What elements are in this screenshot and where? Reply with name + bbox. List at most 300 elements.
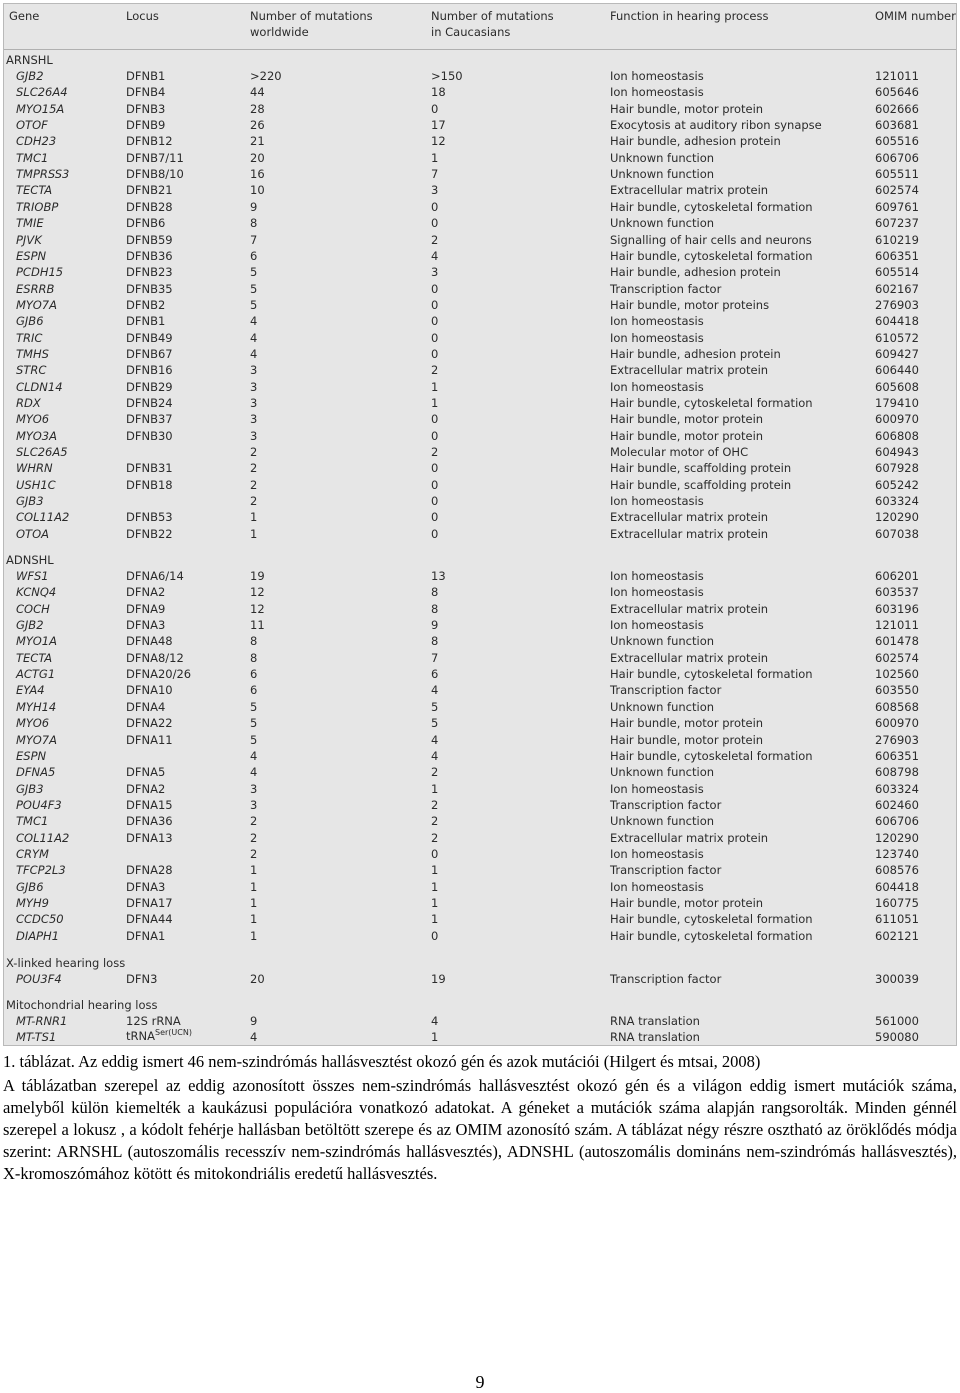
cell-func: Hair bundle, adhesion protein [610, 265, 781, 280]
header-mutations-caucasians: Number of mutations [431, 9, 554, 23]
cell-world: 4 [250, 748, 258, 763]
caption-body: A táblázatban szerepel az eddig azonosított összes nem-szindrómás hallásvesztést okozó gén és a világon eddig ismert mutációk száma, amelyből külön kiemelték a kaukázusi populációra vonatkozó adatokat. A géneket a mutációk száma alapján rangsorolták. Minden génnél szerepel a lokusz , a kódolt fehérje hallásban betöltött szerepe és az OMIM azonosító szám. A táblázat négy részre osztható az öröklődés módja szerint: ARNSHL (autoszomális recesszív nem-szindrómás hallásvesztés), ADNSHL (autoszomális domináns nem-szindrómás hallásvesztés), X-kromoszómához kötött és mitokondriális eredetű hallásvesztés. [3, 1076, 957, 1183]
cell-omim: 607237 [875, 216, 919, 231]
cell-locus: DFNB36 [126, 248, 173, 263]
table-header [4, 9, 956, 49]
cell-func: Unknown function [610, 634, 715, 649]
cell-world: 6 [250, 248, 258, 263]
cell-world: 1 [250, 863, 258, 878]
cell-func: Ion homeostasis [610, 781, 704, 796]
cell-cauc: 0 [431, 412, 439, 427]
cell-gene: MYO1A [16, 634, 57, 649]
cell-locus: DFNA1 [126, 928, 166, 943]
cell-omim: 603324 [875, 781, 919, 796]
cell-world: 3 [250, 797, 258, 812]
cell-func: Hair bundle, motor protein [610, 732, 764, 747]
cell-func: Transcription factor [610, 797, 722, 812]
cell-locus: DFN3 [126, 972, 158, 986]
cell-cauc: 0 [431, 314, 439, 329]
cell-locus: DFNB37 [126, 412, 173, 427]
cell-locus: DFNA9 [126, 601, 166, 616]
cell-world: 9 [250, 199, 258, 214]
cell-locus: DFNB7/11 [126, 150, 184, 165]
cell-gene: WHRN [16, 461, 53, 476]
cell-omim: 604943 [875, 445, 919, 460]
cell-omim: 602574 [875, 183, 919, 198]
cell-func: Ion homeostasis [610, 379, 704, 394]
cell-world: 10 [250, 183, 265, 198]
cell-omim: 121011 [875, 618, 919, 633]
cell-gene: ACTG1 [16, 667, 56, 682]
cell-omim: 179410 [875, 396, 919, 410]
cell-func: RNA translation [610, 1030, 700, 1045]
cell-gene: MYO6 [16, 716, 50, 731]
cell-world: 6 [250, 683, 258, 698]
cell-func: Ion homeostasis [610, 585, 704, 600]
cell-locus: DFNA3 [126, 879, 166, 894]
header-mutations-caucasians-2: in Caucasians [431, 25, 511, 39]
cell-world: 21 [250, 134, 265, 149]
cell-func: Hair bundle, cytoskeletal formation [610, 248, 813, 263]
cell-locus: DFNA44 [126, 912, 173, 927]
cell-gene: TMC1 [16, 814, 49, 829]
cell-omim: 601478 [875, 634, 919, 649]
header-gene: Gene [9, 9, 40, 23]
cell-cauc: 7 [431, 650, 439, 665]
cell-world: 6 [250, 667, 258, 682]
cell-world: 9 [250, 1014, 258, 1028]
section-label: ARNSHL [6, 53, 53, 67]
cell-gene: ESPN [16, 248, 47, 263]
cell-locus: DFNA5 [126, 765, 166, 780]
cell-world: 5 [250, 265, 258, 280]
cell-cauc: 3 [431, 183, 439, 198]
cell-omim: 300039 [875, 972, 919, 986]
cell-world: 1 [250, 896, 258, 910]
section-label: ADNSHL [6, 553, 54, 567]
cell-func: Extracellular matrix protein [610, 183, 769, 198]
cell-world: 5 [250, 297, 258, 312]
cell-func: Unknown function [610, 216, 715, 231]
locus-superscript: Ser(UCN) [154, 1028, 192, 1038]
cell-locus: DFNA15 [126, 797, 173, 812]
cell-world: 1 [250, 526, 258, 541]
cell-func: Hair bundle, motor protein [610, 716, 764, 731]
cell-gene: GJB2 [16, 69, 44, 83]
cell-cauc: 1 [431, 896, 439, 910]
cell-omim: 607038 [875, 526, 919, 541]
cell-gene: GJB3 [16, 781, 44, 796]
cell-gene: ESRRB [16, 281, 55, 296]
cell-omim: 121011 [875, 69, 919, 83]
cell-gene: SLC26A4 [16, 85, 68, 100]
cell-omim: 608798 [875, 765, 919, 780]
cell-gene: RDX [16, 396, 41, 410]
cell-cauc: 13 [431, 569, 446, 583]
cell-func: Hair bundle, scaffolding protein [610, 461, 792, 476]
cell-func: Extracellular matrix protein [610, 510, 769, 525]
cell-omim: 276903 [875, 297, 919, 312]
cell-gene: GJB6 [16, 879, 44, 894]
cell-func: Hair bundle, adhesion protein [610, 346, 781, 361]
cell-func: Unknown function [610, 167, 715, 182]
cell-cauc: >150 [431, 69, 463, 83]
header-function: Function in hearing process [610, 9, 769, 23]
cell-cauc: 0 [431, 101, 439, 116]
cell-world: 4 [250, 314, 258, 329]
caption-title: 1. táblázat. Az eddig ismert 46 nem-szindrómás hallásvesztést okozó gén és azok mutációi (Hilgert és mtsai, 2008) [3, 1052, 761, 1071]
cell-omim: 123740 [875, 846, 919, 861]
cell-func: Hair bundle, motor protein [610, 428, 764, 443]
cell-locus: DFNA28 [126, 863, 173, 878]
cell-locus: DFNB31 [126, 461, 173, 476]
header-mutations-worldwide: Number of mutations [250, 9, 373, 23]
cell-func: Hair bundle, adhesion protein [610, 134, 781, 149]
cell-cauc: 2 [431, 830, 439, 845]
cell-cauc: 0 [431, 297, 439, 312]
cell-omim: 603550 [875, 683, 919, 698]
cell-func: Transcription factor [610, 972, 722, 986]
cell-cauc: 0 [431, 928, 439, 943]
cell-world: 11 [250, 618, 265, 633]
cell-func: Ion homeostasis [610, 85, 704, 100]
cell-gene: WFS1 [16, 569, 49, 583]
cell-cauc: 0 [431, 526, 439, 541]
cell-omim: 102560 [875, 667, 919, 682]
cell-locus: DFNB2 [126, 297, 166, 312]
cell-locus: DFNA10 [126, 683, 173, 698]
cell-omim: 610572 [875, 330, 919, 345]
cell-gene: TRIC [16, 330, 43, 345]
cell-cauc: 0 [431, 330, 439, 345]
cell-func: Unknown function [610, 814, 715, 829]
cell-omim: 602460 [875, 797, 919, 812]
cell-locus: DFNA8/12 [126, 650, 184, 665]
cell-locus: DFNB4 [126, 85, 166, 100]
cell-world: >220 [250, 69, 282, 83]
cell-func: Hair bundle, cytoskeletal formation [610, 912, 813, 927]
cell-func: Extracellular matrix protein [610, 526, 769, 541]
cell-locus: DFNB6 [126, 216, 166, 231]
table-caption [3, 1052, 957, 1185]
cell-func: Extracellular matrix protein [610, 601, 769, 616]
cell-cauc: 1 [431, 150, 439, 165]
cell-locus: DFNB3 [126, 101, 166, 116]
cell-cauc: 0 [431, 510, 439, 525]
cell-cauc: 0 [431, 494, 439, 509]
cell-cauc: 4 [431, 1014, 439, 1028]
cell-omim: 609427 [875, 346, 919, 361]
cell-cauc: 2 [431, 445, 439, 460]
header-omim: OMIM number [875, 9, 956, 23]
cell-world: 20 [250, 972, 265, 986]
cell-cauc: 2 [431, 232, 439, 247]
cell-gene: POU4F3 [16, 797, 62, 812]
cell-omim: 602666 [875, 101, 919, 116]
cell-locus: DFNB12 [126, 134, 173, 149]
cell-cauc: 0 [431, 346, 439, 361]
cell-locus: DFNB22 [126, 526, 173, 541]
cell-locus: DFNB23 [126, 265, 173, 280]
cell-world: 12 [250, 601, 265, 616]
cell-omim: 605646 [875, 85, 919, 100]
cell-world: 4 [250, 330, 258, 345]
cell-omim: 605511 [875, 167, 919, 182]
cell-cauc: 9 [431, 618, 439, 633]
cell-gene: MT-TS1 [16, 1030, 57, 1045]
cell-gene: MYH14 [16, 699, 57, 714]
cell-func: Hair bundle, cytoskeletal formation [610, 667, 813, 682]
cell-world: 3 [250, 781, 258, 796]
cell-world: 28 [250, 101, 265, 116]
cell-func: Ion homeostasis [610, 618, 704, 633]
cell-omim: 610219 [875, 232, 919, 247]
cell-cauc: 4 [431, 248, 439, 263]
cell-omim: 604418 [875, 879, 919, 894]
cell-world: 1 [250, 928, 258, 943]
cell-world: 1 [250, 879, 258, 894]
cell-world: 44 [250, 85, 265, 100]
cell-world: 2 [250, 494, 258, 509]
cell-omim: 605514 [875, 265, 919, 280]
cell-func: Ion homeostasis [610, 846, 704, 861]
cell-gene: GJB6 [16, 314, 44, 329]
cell-world: 5 [250, 716, 258, 731]
cell-world: 8 [250, 650, 258, 665]
cell-cauc: 0 [431, 281, 439, 296]
cell-omim: 561000 [875, 1014, 919, 1028]
cell-omim: 611051 [875, 912, 919, 927]
cell-cauc: 2 [431, 797, 439, 812]
cell-omim: 604418 [875, 314, 919, 329]
cell-cauc: 4 [431, 748, 439, 763]
cell-cauc: 0 [431, 477, 439, 492]
cell-gene: GJB2 [16, 618, 44, 633]
cell-func: Ion homeostasis [610, 879, 704, 894]
cell-omim: 120290 [875, 510, 919, 525]
cell-locus: tRNA [126, 1029, 155, 1044]
cell-gene: USH1C [16, 477, 56, 492]
cell-locus: DFNB24 [126, 396, 173, 410]
cell-omim: 608576 [875, 863, 919, 878]
cell-cauc: 8 [431, 601, 439, 616]
cell-func: Molecular motor of OHC [610, 445, 749, 460]
cell-gene: GJB3 [16, 494, 44, 509]
cell-func: Ion homeostasis [610, 569, 704, 583]
section-label: Mitochondrial hearing loss [6, 998, 158, 1012]
cell-cauc: 1 [431, 396, 439, 410]
cell-gene: TMPRSS3 [16, 167, 70, 182]
cell-world: 5 [250, 732, 258, 747]
cell-locus: DFNA20/26 [126, 667, 192, 682]
cell-world: 2 [250, 477, 258, 492]
cell-locus: DFNB53 [126, 510, 173, 525]
cell-cauc: 6 [431, 667, 439, 682]
cell-omim: 606706 [875, 814, 919, 829]
cell-gene: CDH23 [16, 134, 57, 149]
cell-cauc: 1 [431, 1030, 439, 1045]
cell-locus: DFNB59 [126, 232, 173, 247]
cell-cauc: 5 [431, 716, 439, 731]
cell-cauc: 2 [431, 765, 439, 780]
cell-locus: DFNA2 [126, 585, 166, 600]
cell-func: Extracellular matrix protein [610, 363, 769, 378]
cell-omim: 606706 [875, 150, 919, 165]
cell-gene: OTOF [16, 118, 48, 133]
cell-cauc: 12 [431, 134, 446, 149]
cell-locus: 12S rRNA [126, 1014, 181, 1028]
cell-locus: DFNA11 [126, 732, 173, 747]
cell-world: 20 [250, 150, 265, 165]
cell-func: Ion homeostasis [610, 69, 704, 83]
cell-cauc: 17 [431, 118, 446, 133]
cell-cauc: 0 [431, 428, 439, 443]
cell-gene: DIAPH1 [16, 928, 60, 943]
cell-world: 3 [250, 379, 258, 394]
cell-world: 3 [250, 412, 258, 427]
header-mutations-worldwide-2: worldwide [250, 25, 309, 39]
cell-gene: CLDN14 [16, 379, 63, 394]
cell-gene: KCNQ4 [16, 585, 57, 600]
cell-func: Extracellular matrix protein [610, 830, 769, 845]
cell-world: 2 [250, 846, 258, 861]
cell-gene: TFCP2L3 [16, 863, 66, 878]
cell-func: Transcription factor [610, 281, 722, 296]
cell-gene: MYO3A [16, 428, 57, 443]
cell-omim: 120290 [875, 830, 919, 845]
cell-omim: 606440 [875, 363, 919, 378]
cell-omim: 605516 [875, 134, 919, 149]
cell-omim: 160775 [875, 896, 919, 910]
cell-omim: 603324 [875, 494, 919, 509]
cell-world: 5 [250, 699, 258, 714]
cell-locus: DFNA13 [126, 830, 173, 845]
cell-locus: DFNA22 [126, 716, 173, 731]
cell-cauc: 2 [431, 363, 439, 378]
cell-world: 1 [250, 912, 258, 927]
cell-cauc: 1 [431, 379, 439, 394]
cell-func: Hair bundle, motor protein [610, 412, 764, 427]
cell-cauc: 3 [431, 265, 439, 280]
cell-func: Transcription factor [610, 683, 722, 698]
section-label: X-linked hearing loss [6, 956, 126, 970]
cell-world: 2 [250, 445, 258, 460]
cell-gene: TECTA [16, 183, 53, 198]
cell-world: 16 [250, 167, 265, 182]
cell-locus: DFNB28 [126, 199, 173, 214]
cell-cauc: 5 [431, 699, 439, 714]
cell-cauc: 4 [431, 683, 439, 698]
cell-gene: ESPN [16, 748, 47, 763]
cell-world: 26 [250, 118, 265, 133]
cell-cauc: 18 [431, 85, 446, 100]
cell-locus: DFNA3 [126, 618, 166, 633]
cell-cauc: 1 [431, 879, 439, 894]
cell-locus: DFNB29 [126, 379, 173, 394]
cell-gene: TMIE [16, 216, 44, 231]
cell-omim: 603196 [875, 601, 919, 616]
cell-func: Ion homeostasis [610, 314, 704, 329]
cell-cauc: 0 [431, 216, 439, 231]
cell-gene: MYO15A [16, 101, 65, 116]
cell-locus: DFNB35 [126, 281, 173, 296]
cell-world: 3 [250, 396, 258, 410]
cell-gene: TRIOBP [16, 199, 59, 214]
cell-func: Hair bundle, cytoskeletal formation [610, 199, 813, 214]
cell-world: 19 [250, 569, 265, 583]
cell-omim: 603537 [875, 585, 919, 600]
header-rule [4, 49, 956, 50]
cell-locus: DFNB16 [126, 363, 173, 378]
cell-world: 7 [250, 232, 258, 247]
cell-gene: MYH9 [16, 896, 49, 910]
cell-world: 5 [250, 281, 258, 296]
cell-world: 1 [250, 510, 258, 525]
cell-world: 8 [250, 634, 258, 649]
cell-cauc: 1 [431, 863, 439, 878]
cell-locus: DFNA36 [126, 814, 173, 829]
cell-func: Unknown function [610, 150, 715, 165]
cell-gene: PCDH15 [16, 265, 64, 280]
cell-gene: COL11A2 [16, 510, 70, 525]
cell-world: 4 [250, 765, 258, 780]
cell-world: 8 [250, 216, 258, 231]
cell-gene: COL11A2 [16, 830, 70, 845]
cell-func: Ion homeostasis [610, 494, 704, 509]
cell-omim: 606808 [875, 428, 919, 443]
cell-omim: 607928 [875, 461, 919, 476]
header-locus: Locus [126, 9, 159, 23]
cell-locus: DFNB1 [126, 69, 166, 83]
cell-gene: SLC26A5 [16, 445, 68, 460]
cell-func: Hair bundle, cytoskeletal formation [610, 928, 813, 943]
cell-world: 12 [250, 585, 265, 600]
cell-func: Hair bundle, cytoskeletal formation [610, 748, 813, 763]
cell-locus: DFNA6/14 [126, 569, 184, 583]
cell-func: Hair bundle, scaffolding protein [610, 477, 792, 492]
cell-gene: POU3F4 [16, 972, 62, 986]
cell-gene: CRYM [16, 846, 49, 861]
cell-func: Transcription factor [610, 863, 722, 878]
cell-locus-wrap [126, 1026, 192, 1043]
cell-omim: 605608 [875, 379, 919, 394]
cell-cauc: 8 [431, 585, 439, 600]
cell-locus: DFNB49 [126, 330, 173, 345]
cell-world: 2 [250, 461, 258, 476]
cell-func: Unknown function [610, 765, 715, 780]
cell-cauc: 2 [431, 814, 439, 829]
cell-omim: 605242 [875, 477, 919, 492]
cell-locus: DFNB21 [126, 183, 173, 198]
cell-gene: MT-RNR1 [16, 1014, 68, 1028]
cell-world: 2 [250, 830, 258, 845]
cell-func: Unknown function [610, 699, 715, 714]
cell-locus: DFNB67 [126, 346, 173, 361]
cell-gene: EYA4 [16, 683, 45, 698]
cell-omim: 602121 [875, 928, 919, 943]
cell-gene: TMC1 [16, 150, 49, 165]
cell-omim: 276903 [875, 732, 919, 747]
cell-cauc: 1 [431, 912, 439, 927]
cell-omim: 603681 [875, 118, 919, 133]
cell-omim: 600970 [875, 412, 919, 427]
cell-omim: 590080 [875, 1030, 919, 1045]
cell-gene: CCDC50 [16, 912, 64, 927]
cell-cauc: 0 [431, 846, 439, 861]
page-number: 9 [475, 1372, 485, 1392]
cell-cauc: 0 [431, 199, 439, 214]
cell-locus: DFNB9 [126, 118, 166, 133]
